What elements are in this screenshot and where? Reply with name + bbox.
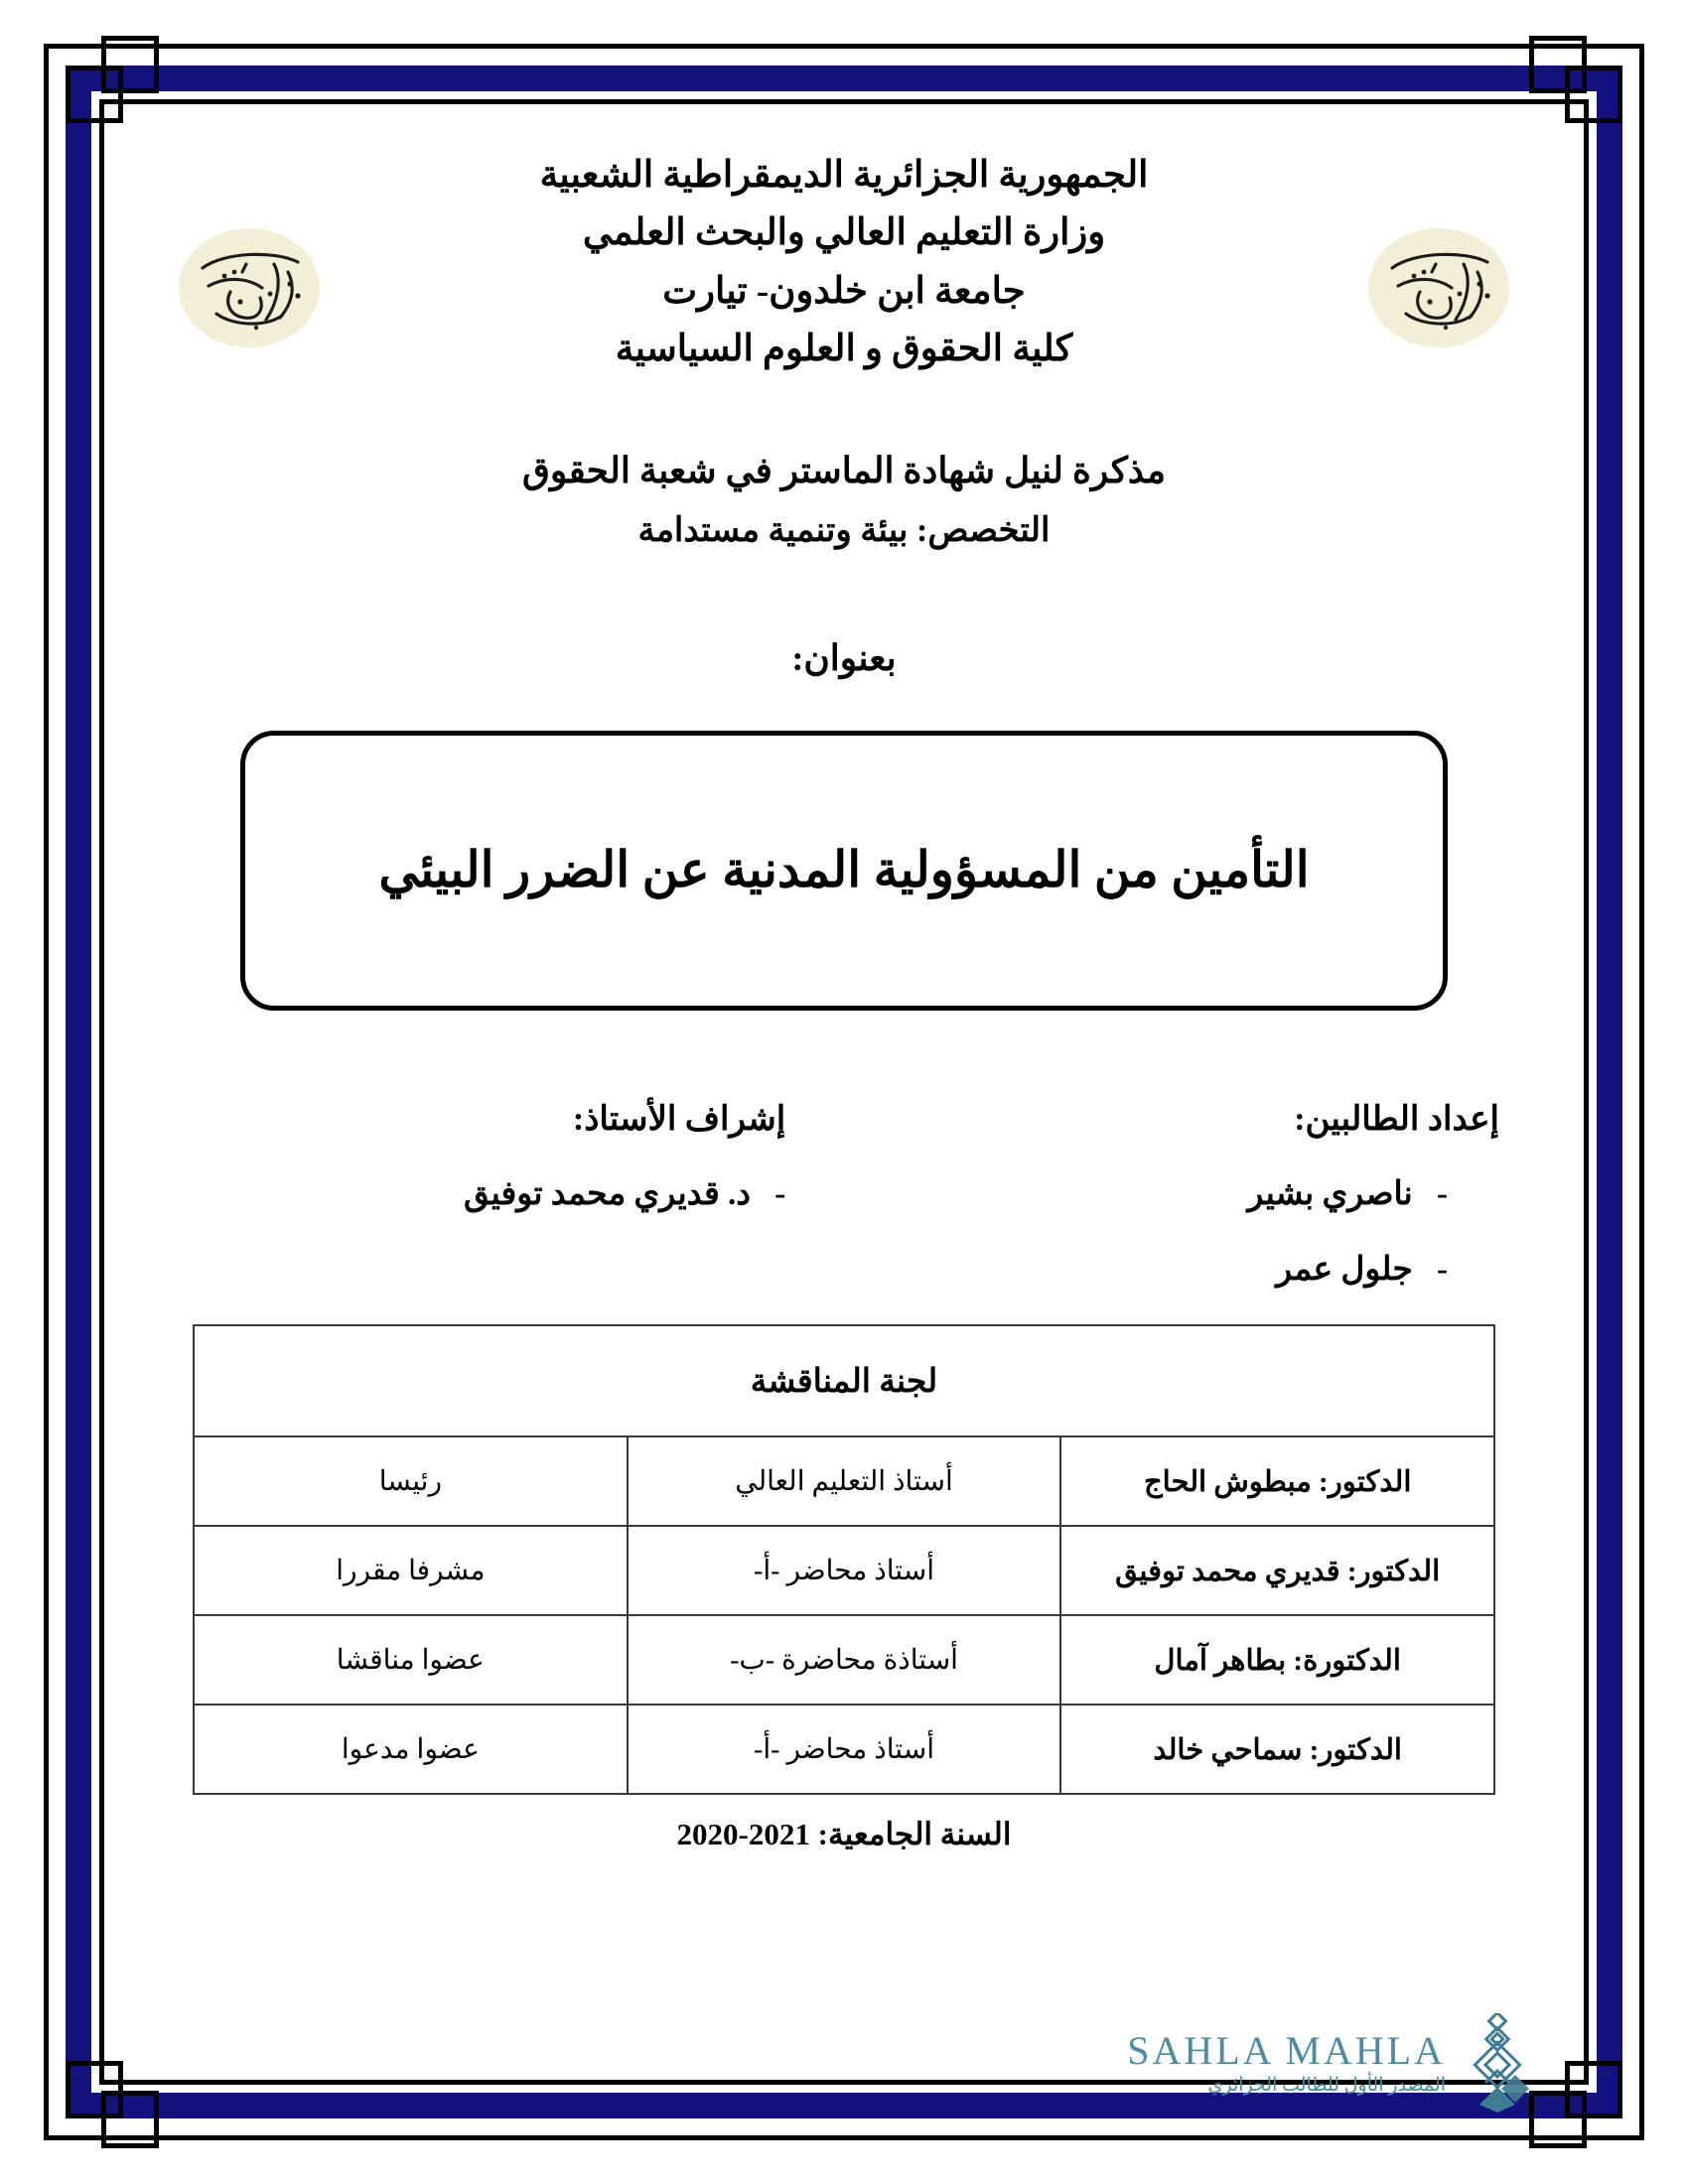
jury-rank-1: أستاذ التعليم العالي <box>628 1436 1061 1526</box>
author-name-2: جلول عمر <box>1276 1251 1413 1288</box>
header-line-faculty: كلية الحقوق و العلوم السياسية <box>615 329 1073 370</box>
jury-table-title: لجنة المناقشة <box>194 1325 1494 1436</box>
author-bullet-2: - <box>1437 1251 1448 1288</box>
table-row <box>194 1615 1494 1705</box>
jury-table-wrapper <box>179 1324 1509 1795</box>
supervisor-heading: إشراف الأستاذ: <box>572 1101 786 1139</box>
corner-ornament-top-left <box>66 66 123 123</box>
authors-column <box>897 1094 1499 1295</box>
institution-header <box>179 147 1509 379</box>
watermark-brand: SAHLA MAHLA <box>1127 2027 1446 2073</box>
watermark-texts <box>1127 2027 1446 2097</box>
supervisor-bullet-1: - <box>774 1176 786 1213</box>
academic-year-label: السنة الجامعية: <box>817 1817 1012 1852</box>
university-seal-icon-2 <box>179 228 320 347</box>
page-content <box>119 119 1569 2065</box>
table-row <box>194 1436 1494 1526</box>
sahla-mahla-watermark <box>1127 2013 1539 2113</box>
corner-ornament-top-right <box>1565 66 1622 123</box>
thesis-title: التأمين من المسؤولية المدنية عن الضرر البيئي <box>378 842 1310 898</box>
jury-rank-2: أستاذ محاضر -أ- <box>628 1526 1061 1615</box>
header-line-ministry: وزارة التعليم العالي والبحث العلمي <box>582 212 1106 254</box>
corner-ornament-bottom-right <box>1565 2061 1622 2118</box>
authors-and-supervisor <box>179 1094 1509 1295</box>
corner-ornament-top-left-2 <box>101 36 159 93</box>
supervisor-column <box>189 1094 791 1220</box>
jury-role-3: عضوا مناقشا <box>194 1615 628 1705</box>
header-line-country: الجمهورية الجزائرية الديمقراطية الشعبية <box>539 155 1149 196</box>
university-seal-right <box>1368 228 1509 347</box>
university-seal-icon <box>1368 228 1509 347</box>
entitled-label: بعنوان: <box>791 638 897 679</box>
corner-ornament-bottom-left <box>66 2061 123 2118</box>
jury-table-header-row <box>194 1325 1494 1436</box>
jury-table <box>193 1324 1495 1795</box>
jury-name-1: الدكتور: مبطوش الحاج <box>1060 1436 1494 1526</box>
diamond-ornament-icon <box>1456 2013 1539 2113</box>
degree-statement <box>179 441 1509 560</box>
jury-name-3: الدكتورة: بطاهر آمال <box>1060 1615 1494 1705</box>
supervisor-name-1: د. قديري محمد توفيق <box>464 1176 751 1213</box>
jury-role-2: مشرفا مقررا <box>194 1526 628 1615</box>
jury-name-2: الدكتور: قديري محمد توفيق <box>1060 1526 1494 1615</box>
header-line-university: جامعة ابن خلدون- تيارت <box>662 270 1026 312</box>
jury-rank-3: أستاذة محاضرة -ب- <box>628 1615 1061 1705</box>
supervisor-item-1 <box>189 1170 791 1220</box>
institution-header-lines <box>330 147 1358 379</box>
table-row <box>194 1705 1494 1794</box>
author-bullet-1: - <box>1437 1176 1448 1213</box>
authors-heading: إعداد الطالبين: <box>1294 1101 1499 1139</box>
jury-name-4: الدكتور: سماحي خالد <box>1060 1705 1494 1794</box>
author-name-1: ناصري بشير <box>1247 1176 1413 1213</box>
degree-line-main: مذكرة لنيل شهادة الماستر في شعبة الحقوق <box>521 450 1167 490</box>
thesis-title-box <box>240 731 1448 1011</box>
corner-ornament-top-right-2 <box>1529 36 1587 93</box>
jury-rank-4: أستاذ محاضر -أ- <box>628 1705 1061 1794</box>
academic-year-value: 2020-2021 <box>676 1817 810 1852</box>
author-item-2 <box>897 1246 1499 1296</box>
degree-line-specialty: التخصص: بيئة وتنمية مستدامة <box>637 511 1051 549</box>
watermark-tagline: المصدر الأول للطالب الجزائري <box>1207 2074 1446 2096</box>
jury-role-1: رئيسا <box>194 1436 628 1526</box>
author-item-1 <box>897 1170 1499 1220</box>
table-row <box>194 1526 1494 1615</box>
academic-year <box>179 1817 1509 1852</box>
university-seal-left <box>179 228 320 347</box>
jury-role-4: عضوا مدعوا <box>194 1705 628 1794</box>
corner-ornament-bottom-left-2 <box>101 2091 159 2148</box>
